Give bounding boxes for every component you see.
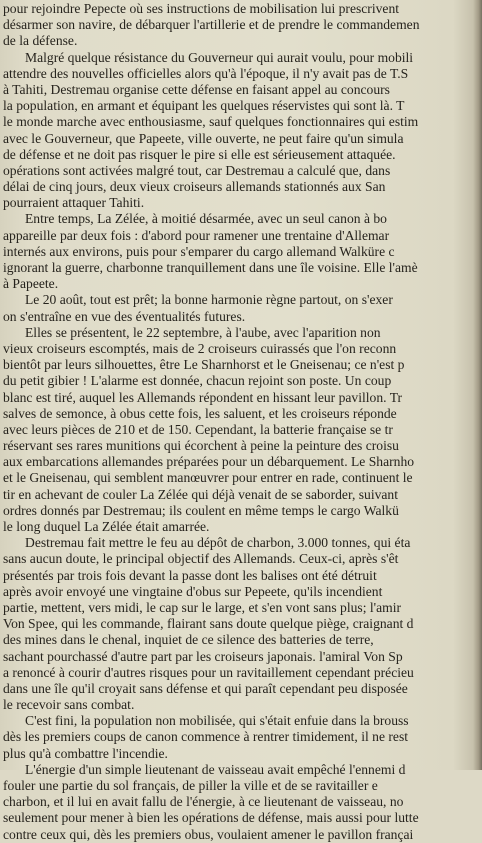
text-line: sans aucun doute, le principal objectif des Allemands. Ceux-ci, après s'êt xyxy=(3,551,399,567)
text-line: on s'entraîne en vue des éventualités futures. xyxy=(3,308,246,324)
text-line: présentés par trois fois devant la passe dont les balises ont été détruit xyxy=(3,567,377,583)
text-line: avec leurs pièces de 210 et de 150. Cependant, la batterie française se tr xyxy=(3,421,393,437)
text-line: Entre temps, La Zélée, à moitié désarmée, avec un seul canon à bo xyxy=(25,211,387,227)
text-line: ordres donnés par Destremau; ils coulent en même temps le cargo Walkü xyxy=(3,502,399,518)
text-line: ignorant la guerre, charbonne tranquillement dans une île voisine. Elle l'amè xyxy=(3,260,418,275)
text-line: seulement pour mener à bien les opérations de défense, mais aussi pour lutte xyxy=(3,810,419,826)
binding-shadow xyxy=(473,0,482,770)
text-line: le long duquel La Zélée était amarrée. xyxy=(3,519,210,534)
text-line: du petit gibier ! L'alarme est donnée, chacun rejoint son poste. Un coup xyxy=(3,373,392,389)
text-line: avec le Gouverneur, que Papeete, ville ouverte, ne peut faire qu'un simula xyxy=(3,130,404,146)
text-line: à Tahiti, Destremau organise cette défense en faisant appel au concours xyxy=(3,81,390,97)
text-line: la population, en armant et équipant les quelques réservistes qui sont là. T xyxy=(3,98,405,114)
text-line: opérations sont activées malgré tout, car Destremau a calculé que, dans xyxy=(3,162,391,178)
text-line: plus qu'à combattre l'incendie. xyxy=(3,745,168,761)
text-line: Elles se présentent, le 22 septembre, à l'aube, avec l'aparition non xyxy=(25,324,381,340)
text-line: Le 20 août, tout est prêt; la bonne harmonie règne partout, on s'exer xyxy=(25,292,393,308)
text-line: contre ceux qui, dès les premiers obus, voulaient amener le pavillon françai xyxy=(3,826,414,842)
text-line: le recevoir sans combat. xyxy=(3,697,135,713)
text-line: a renoncé à courir d'autres risques pour un ravitaillement cependant précieu xyxy=(3,664,414,680)
text-line: partie, mettent, vers midi, le cap sur le large, et s'en vont sans plus; l'amir xyxy=(3,599,402,615)
text-line: désarmer son navire, de débarquer l'artillerie et de prendre le commandemen xyxy=(3,17,420,33)
text-line: dans une île qu'il croyait sans défense et qui paraît cependant peu disposée xyxy=(3,680,408,696)
text-line: et le Gneisenau, qui semblent manœuvrer pour entrer en rade, continuent le xyxy=(3,470,413,486)
text-line: pourraient attaquer Tahiti. xyxy=(3,195,145,211)
text-line: aux embarcations allemandes préparées pour un débarquement. Le Sharnho xyxy=(3,454,415,470)
text-line: C'est fini, la population non mobilisée, qui s'était enfuie dans la brouss xyxy=(25,713,409,729)
text-line: Malgré quelque résistance du Gouverneur qui aurait voulu, pour mobili xyxy=(25,49,414,65)
text-line: fouler une partie du sol français, de piller la ville et de se ravitailler e xyxy=(3,778,378,793)
text-line: charbon, et il lui en avait fallu de l'énergie, à ce lieutenant de vaisseau, no xyxy=(3,794,404,810)
text-line: tir en achevant de couler La Zélée qui déjà venait de se saborder, suivant xyxy=(3,486,399,502)
text-line: Destremau fait mettre le feu au dépôt de charbon, 3.000 tonnes, qui éta xyxy=(25,535,411,551)
text-line: de défense et ne doit pas risquer le pire si elle est sérieusement attaquée. xyxy=(3,146,396,162)
text-line: bientôt par leurs silhouettes, être Le Sharnhorst et le Gneisenau; ce n'est p xyxy=(3,357,405,373)
text-line: délai de cinq jours, deux vieux croiseurs allemands stationnés aux San xyxy=(3,179,386,195)
text-line: appareille par deux fois : d'abord pour ramener une trentaine d'Allemar xyxy=(3,227,390,243)
text-line: attendre des nouvelles officielles alors qu'à l'époque, il n'y avait pas de T.S xyxy=(3,65,409,81)
text-line: réservant ses rares munitions qui écorchent à peine la peinture des croisu xyxy=(3,438,399,454)
text-line: vieux croiseurs escomptés, mais de 2 croiseurs cuirassés que l'on reconn xyxy=(3,340,397,356)
text-line: sachant pourchassé d'autre part par les croiseurs japonais. l'amiral Von Sp xyxy=(3,648,403,664)
text-line: le monde marche avec enthousiasme, sauf quelques fonctionnaires qui estim xyxy=(3,114,419,130)
text-line: après avoir envoyé une vingtaine d'obus sur Pepeete, qu'ils incendient xyxy=(3,583,383,599)
text-line: internés aux environs, puis pour s'emparer du cargo allemand Walküre c xyxy=(3,243,395,259)
text-line: salves de semonce, à obus cette fois, les saluent, et les croiseurs réponde xyxy=(3,405,397,421)
text-line: dès les premiers coups de canon commence à rentrer timidement, il ne rest xyxy=(3,729,409,745)
text-line: pour rejoindre Pepecte où ses instructions de mobilisation lui prescrivent xyxy=(3,1,400,16)
text-line: de la défense. xyxy=(3,33,78,49)
text-line: des mines dans le chenal, inquiet de ce silence des batteries de terre, xyxy=(3,632,374,648)
text-line: blanc est tiré, auquel les Allemands répondent en hissant leur pavillon. Tr xyxy=(3,389,403,405)
text-line: à Papeete. xyxy=(3,276,59,292)
text-line: Von Spee, qui les commande, flairant sans doute quelque piège, craignant d xyxy=(3,616,414,632)
text-line: L'énergie d'un simple lieutenant de vaisseau avait empêché l'ennemi d xyxy=(25,761,406,777)
body-text xyxy=(3,1,479,843)
